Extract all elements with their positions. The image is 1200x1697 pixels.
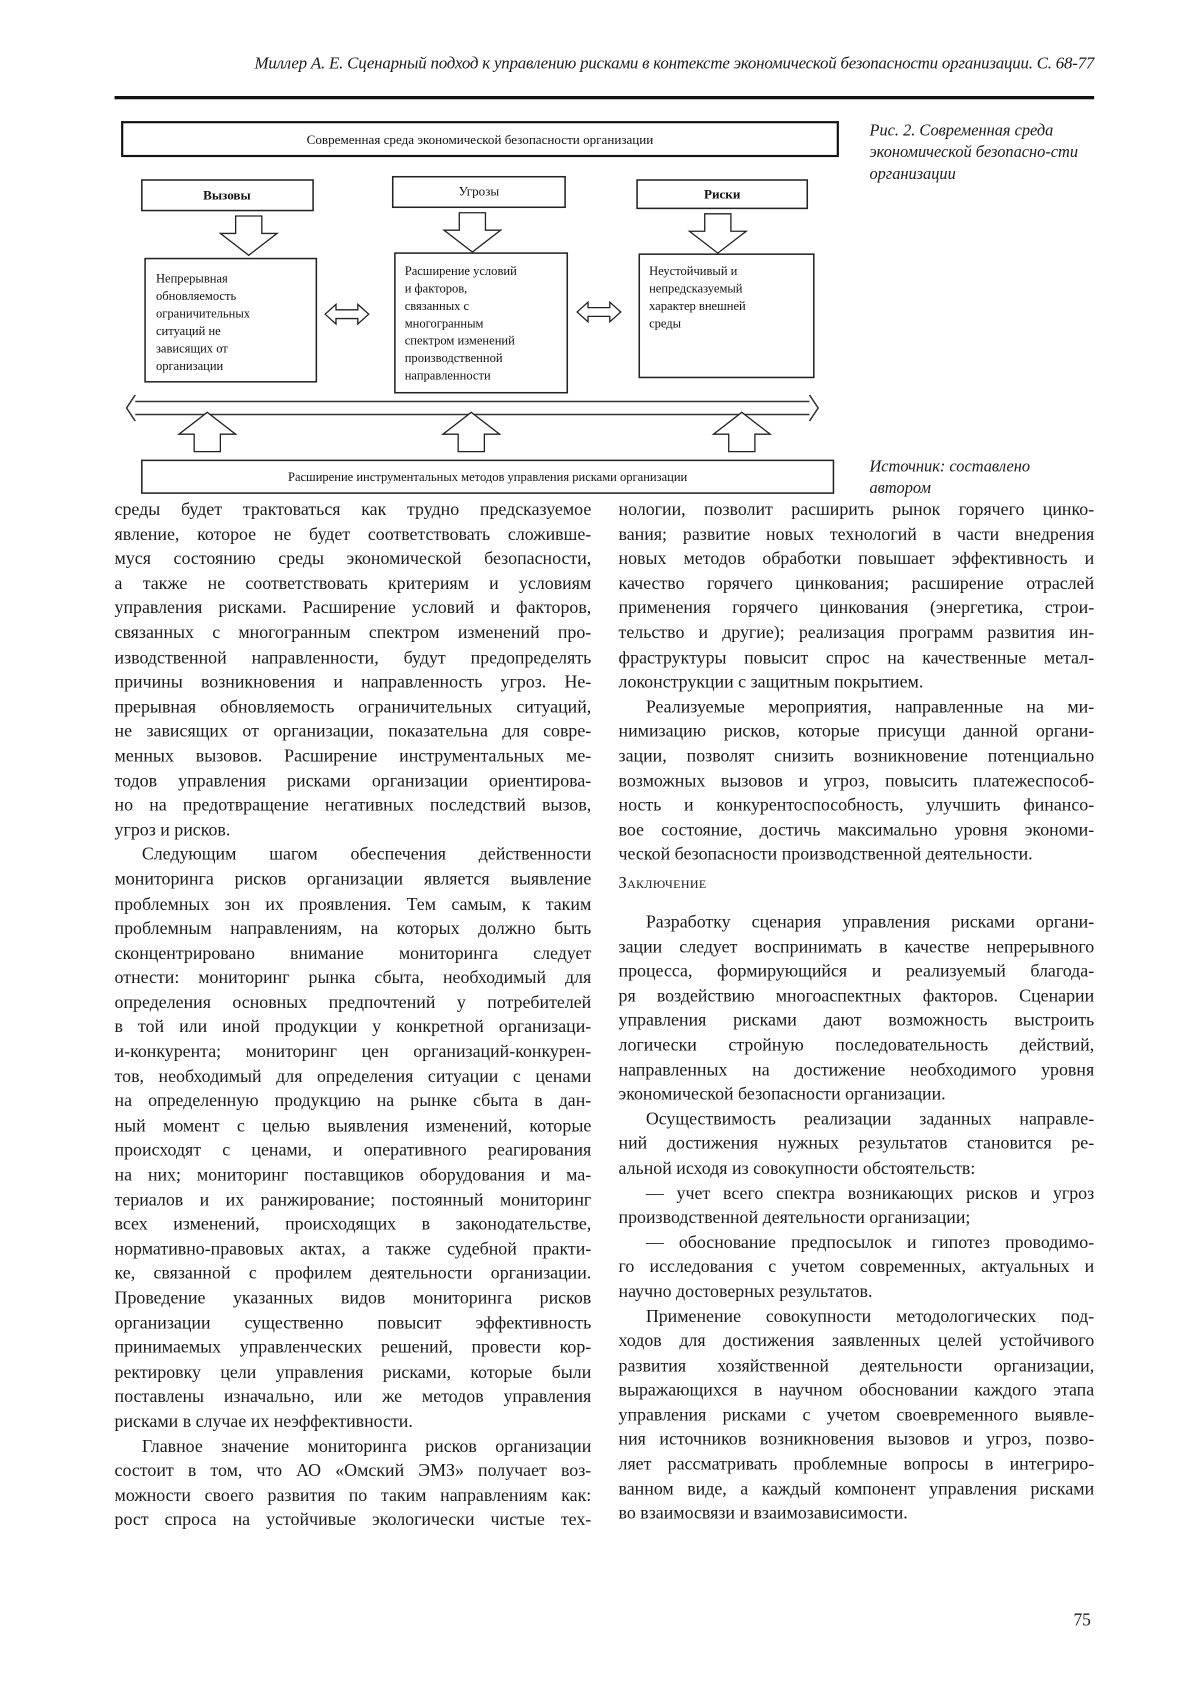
text-line: нимизацию рисков, которые присущи данной органи- <box>619 719 1095 744</box>
running-header: Миллер А. Е. Сценарный подход к управлению рисками в контексте экономической безопасности организации. С. 68-77 <box>255 55 1095 75</box>
figure-caption: Рис. 2. Современная среда экономической безопасно-сти организации <box>869 120 1087 185</box>
text-line: Главное значение мониторинга рисков организации <box>115 1434 592 1459</box>
text-line: на определенную продукцию на рынке сбыта в дан- <box>115 1089 592 1114</box>
text-line: териалов и их ранжирование; постоянный мониторинг <box>115 1188 592 1213</box>
down-arrow-icon <box>689 214 746 253</box>
text-line: процесса, формирующийся и реализуемый благода- <box>619 959 1095 984</box>
text-line: ний достижения нужных результатов становится ре- <box>619 1132 1095 1157</box>
text-line: изводственной направленности, будут предопределять <box>115 645 592 670</box>
text-line: явление, которое не будет соответствовать сложивше- <box>115 522 592 547</box>
text-line: всех изменений, происходящих в законодательстве, <box>115 1212 592 1237</box>
figure-source: Источник: составлено автором <box>869 456 1087 500</box>
text-line: тельство и другие); реализация программ развития ин- <box>619 621 1095 646</box>
text-line: мониторинга рисков организации является выявление <box>115 867 592 892</box>
text-line: ния источников возникновения вызовов и угроз, позво- <box>619 1427 1095 1452</box>
text-line: управления рисками. Расширение условий и факторов, <box>115 596 592 621</box>
text-line: го исследования с учетом современных, актуальных и <box>619 1255 1095 1280</box>
text-line: управления рисками с учетом своевременного выявле- <box>619 1403 1095 1428</box>
text-line: развития хозяйственной деятельности организации, <box>619 1353 1095 1378</box>
page-number: 75 <box>1073 1611 1090 1631</box>
text-line: применения горячего цинкования (энергетика, строи- <box>619 596 1095 621</box>
text-line: ческой безопасности производственной деятельности. <box>619 843 1095 868</box>
text-line: не зависящих от организации, показательна для совре- <box>115 719 592 744</box>
risks-label: Риски <box>704 187 741 202</box>
text-line: производственной деятельности организации; <box>619 1206 1095 1231</box>
text-line: Реализуемые мероприятия, направленные на ми- <box>619 695 1095 720</box>
text-line: ректировку цели управления рисками, которые были <box>115 1360 592 1385</box>
text-line: ный момент с целью выявления изменений, которые <box>115 1114 592 1139</box>
text-line: прерывная обновляемость ограничительных ситуаций, <box>115 695 592 720</box>
text-line: выражающихся в научном обосновании каждого этапа <box>619 1378 1095 1403</box>
up-arrow-icon <box>443 412 500 451</box>
environment-box-label: Современная среда экономической безопасности организации <box>307 132 654 147</box>
text-line: поставлены изначально, или же методов управления <box>115 1385 592 1410</box>
right-column-top <box>619 497 1095 867</box>
right-column-bottom <box>619 910 1095 1526</box>
text-line: проблемным направлениям, на которых должно быть <box>115 916 592 941</box>
risks-content: Неустойчивый и непредсказуемый характер внешней среды <box>649 264 749 330</box>
text-line: — обоснование предпосылок и гипотез проводимо- <box>619 1230 1095 1255</box>
text-line: а также не соответствовать критериям и условиям <box>115 571 592 596</box>
text-line: ванном виде, а каждый компонент управления рисками <box>619 1477 1095 1502</box>
text-line: новых методов обработки повышает эффективность и <box>619 547 1095 572</box>
double-arrow-icon <box>577 302 621 322</box>
text-line: можности своего развития по таким направлениям как: <box>115 1483 592 1508</box>
text-line: экономической безопасности организации. <box>619 1082 1095 1107</box>
text-line: состоит в том, что АО «Омский ЭМЗ» получает воз- <box>115 1459 592 1484</box>
journal-page <box>0 0 1200 1697</box>
left-column <box>115 497 592 1532</box>
text-line: ходов для достижения заявленных целей устойчивого <box>619 1329 1095 1354</box>
text-line: направленных на достижение необходимого уровня <box>619 1058 1095 1083</box>
text-line: определения основных предпочтений у потребителей <box>115 990 592 1015</box>
text-line: Следующим шагом обеспечения действенности <box>115 843 592 868</box>
text-line: тодов управления рисками организации ориентирова- <box>115 769 592 794</box>
text-line: проблемных зон их проявления. Тем самым, к таким <box>115 892 592 917</box>
text-line: происходят с ценами, и оперативного реагирования <box>115 1138 592 1163</box>
up-arrow-icon <box>713 412 770 451</box>
text-line: Применение совокупности методологических под- <box>619 1304 1095 1329</box>
text-line: ря воздействию многоаспектных факторов. Сценарии <box>619 984 1095 1009</box>
text-line: принимаемых управленческих решений, провести кор- <box>115 1335 592 1360</box>
text-line: рисками в случае их неэффективности. <box>115 1409 592 1434</box>
text-line: отнести: мониторинг рынка сбыта, необходимый для <box>115 966 592 991</box>
text-line: Проведение указанных видов мониторинга рисков <box>115 1286 592 1311</box>
text-line: организации существенно повысит эффективность <box>115 1311 592 1336</box>
text-line: в той или иной продукции у конкретной организаци- <box>115 1015 592 1040</box>
text-line: тов, необходимый для определения ситуации с ценами <box>115 1064 592 1089</box>
text-line: причины возникновения и направленность угроз. Не- <box>115 670 592 695</box>
text-line: фраструктуры повысит спрос на качественные метал- <box>619 645 1095 670</box>
text-line: менных вызовов. Расширение инструментальных ме- <box>115 744 592 769</box>
threats-label: Угрозы <box>459 183 500 198</box>
double-arrow-icon <box>325 304 369 324</box>
text-line: Осуществимость реализации заданных направле- <box>619 1107 1095 1132</box>
text-line: муся состоянию среды экономической безопасности, <box>115 547 592 572</box>
text-line: сконцентрировано внимание мониторинга следует <box>115 941 592 966</box>
text-line: альной исходя из совокупности обстоятельств: <box>619 1156 1095 1181</box>
text-line: вое состояние, достичь максимально уровня экономи- <box>619 818 1095 843</box>
challenges-label: Вызовы <box>203 188 251 203</box>
text-line: связанных с многогранным спектром изменений про- <box>115 621 592 646</box>
section-heading: Заключение <box>619 875 707 894</box>
text-line: ляет рассматривать проблемные вопросы в интегриро- <box>619 1452 1095 1477</box>
down-arrow-icon <box>444 213 501 252</box>
text-line: рост спроса на устойчивые экологически чистые тех- <box>115 1508 592 1533</box>
text-line: зации, позволят снизить возникновение потенциально <box>619 744 1095 769</box>
text-line: зации следует воспринимать в качестве непрерывного <box>619 934 1095 959</box>
text-line: управления рисками дают возможность выстроить <box>619 1008 1095 1033</box>
text-line: во взаимосвязи и взаимозависимости. <box>619 1501 1095 1526</box>
risk-methods-label: Расширение инструментальных методов управления рисками организации <box>288 470 688 484</box>
text-line: ке, связанной с профилем деятельности организации. <box>115 1262 592 1287</box>
text-line: среды будет трактоваться как трудно предсказуемое <box>115 497 592 522</box>
text-line: но на предотвращение негативных последствий вызов, <box>115 793 592 818</box>
down-arrow-icon <box>220 216 277 255</box>
text-line: логически стройную последовательность действий, <box>619 1033 1095 1058</box>
text-line: локонструкции с защитным покрытием. <box>619 670 1095 695</box>
text-line: угроз и рисков. <box>115 818 592 843</box>
text-line: нормативно-правовых актах, а также судебной практи- <box>115 1237 592 1262</box>
threats-content: Расширение условий и факторов, связанных с многогранным спектром изменений производственной направленности <box>405 264 520 383</box>
up-arrow-icon <box>179 412 236 451</box>
text-line: вания; развитие новых технологий в части внедрения <box>619 522 1095 547</box>
text-line: качество горячего цинкования; расширение отраслей <box>619 571 1095 596</box>
challenges-content: Непрерывная обновляемость ограничительных ситуаций не зависящих от организации <box>156 272 253 373</box>
text-line: и-конкурента; мониторинг цен организаций-конкурен- <box>115 1040 592 1065</box>
text-line: Разработку сценария управления рисками органи- <box>619 910 1095 935</box>
text-line: нологии, позволит расширить рынок горячего цинко- <box>619 497 1095 522</box>
text-line: ность и конкурентоспособность, улучшить финансо- <box>619 793 1095 818</box>
text-line: на них; мониторинг поставщиков оборудования и ма- <box>115 1163 592 1188</box>
text-line: научно достоверных результатов. <box>619 1280 1095 1305</box>
text-line: — учет всего спектра возникающих рисков и угроз <box>619 1181 1095 1206</box>
text-line: возможных вызовов и угроз, повысить платежеспособ- <box>619 769 1095 794</box>
figure-diagram <box>0 0 1200 513</box>
